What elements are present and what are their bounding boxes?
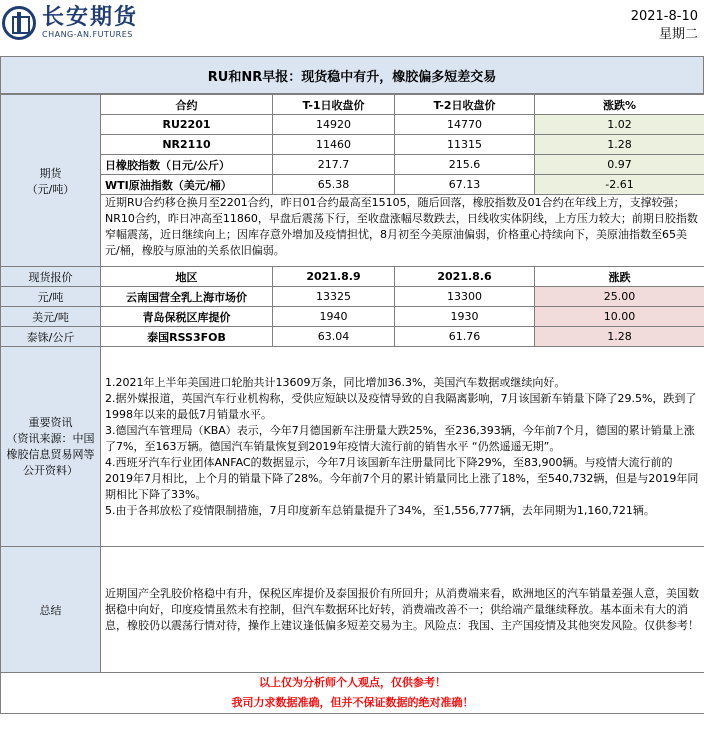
disclaimer [1,673,704,714]
header [0,0,704,52]
t1-price: 14920 [273,115,395,135]
date-text: 2021-8-10 [630,9,698,24]
contract-name: 日橡胶指数（日元/公斤） [101,155,273,175]
spot-change: 10.00 [535,307,704,327]
spot-col-change: 涨跌 [535,267,704,287]
t1-price: 217.7 [273,155,395,175]
futures-section-label [1,95,101,267]
disclaimer-line-1: 以上仅为分析师个人观点，仅供参考！ [259,676,446,689]
news-label-text: 重要资讯 [28,415,73,429]
t2-price: 215.6 [395,155,535,175]
spot-d1: 1940 [273,307,395,327]
news-section-label [1,347,101,547]
table-row [1,135,704,155]
spot-change: 1.28 [535,327,704,347]
contract-name: RU2201 [101,115,273,135]
table-row [1,287,704,307]
contract-name: WTI原油指数（美元/桶） [101,175,273,195]
spot-change: 25.00 [535,287,704,307]
futures-comment-row [1,195,704,267]
change-pct: -2.61 [535,175,704,195]
t1-price: 11460 [273,135,395,155]
spot-unit: 泰铢/公斤 [1,327,101,347]
summary-section-label: 总结 [1,547,101,673]
t2-price: 67.13 [395,175,535,195]
spot-unit: 美元/吨 [1,307,101,327]
news-source-text: （资讯来源：中国橡胶信息贸易网等公开资料） [6,431,95,477]
table-row [1,155,704,175]
news-item: 1.2021年上半年美国进口轮胎共计13609万条，同比增加36.3%，美国汽车数据或继续向好。 [105,375,566,389]
spot-d2: 61.76 [395,327,535,347]
spot-d2: 13300 [395,287,535,307]
logo-emblem-icon [2,6,36,40]
futures-comment: 近期RU合约移仓换月至2201合约，昨日01合约最高至15105，随后回落，橡胶指数及01合约在年线上方，支撑较强；NR10合约，昨日冲高至11860，早盘后震荡下行，至收盘涨幅尽数跌去，日线收实体阴线，上方压力较大；前期日胶指数窄幅震荡，近日继续向上；因库存意外增加及疫情担忧，8月初至今美原油偏弱，价格重心持续向下，美原油指数至65美元/桶，橡胶与原油的关系依旧偏弱。 [101,195,704,267]
spot-unit: 元/吨 [1,287,101,307]
logo-cn: 长安期货 [42,5,139,30]
table-row [1,175,704,195]
report-date [631,8,698,44]
spot-col-d1: 2021.8.9 [273,267,395,287]
report-table [0,94,704,714]
futures-col-t2: T-2日收盘价 [395,95,535,115]
spot-section-label: 现货报价 [1,267,101,287]
company-logo [2,6,138,40]
summary-row [1,547,704,673]
spot-d1: 13325 [273,287,395,307]
news-row [1,347,704,547]
futures-col-t1: T-1日收盘价 [273,95,395,115]
weekday-text: 星期二 [658,27,698,42]
spot-name: 云南国营全乳上海市场价 [101,287,273,307]
news-content [101,347,704,547]
logo-en: CHANG-AN.FUTURES [42,30,133,39]
change-pct: 1.28 [535,135,704,155]
futures-col-change: 涨跌% [535,95,704,115]
spot-col-d2: 2021.8.6 [395,267,535,287]
spot-header-row [1,267,704,287]
change-pct: 0.97 [535,155,704,175]
news-item: 5.由于各邦放松了疫情限制措施，7月印度新车总销量提升了34%，至1,556,777辆，去年同期为1,160,721辆。 [105,503,655,517]
summary-content: 近期国产全乳胶价格稳中有升，保税区库提价及泰国报价有所回升；从消费端来看，欧洲地区的汽车销量差强人意，美国数据稳中向好，印度疫情虽然未有控制，但汽车数据环比好转，消费端改善不一；供给端产量继续释放。基本面未有大的消息，橡胶仍以震荡行情对待，操作上建议逢低偏多短差交易为主。风险点：我国、主产国疫情及其他突发风险。仅供参考！ [101,547,704,673]
spot-col-region: 地区 [101,267,273,287]
news-item: 4.西班牙汽车行业团体ANFAC的数据显示，今年7月该国新车注册量同比下降29%，至83,900辆。与疫情大流行前的2019年7月相比，上个月的销量下降了28%。今年前7个月的累计销量同比上涨了18%，至540,732辆，但是与2019年同期相比下降了33%。 [105,455,699,501]
spot-name: 泰国RSS3FOB [101,327,273,347]
report-title: RU和NR早报：现货稳中有升，橡胶偏多短差交易 [0,56,704,94]
spot-name: 青岛保税区库提价 [101,307,273,327]
futures-label-text: 期货 [39,166,62,180]
logo-text [42,6,138,40]
change-pct: 1.02 [535,115,704,135]
futures-col-contract: 合约 [101,95,273,115]
table-row [1,115,704,135]
t2-price: 14770 [395,115,535,135]
news-item: 2.据外媒报道，英国汽车行业机构称，受供应短缺以及疫情导致的自我隔离影响，7月该国新车销量下降了29.5%，跌到了1998年以来的最低7月销量水平。 [105,391,697,421]
contract-name: NR2110 [101,135,273,155]
t1-price: 65.38 [273,175,395,195]
footer-row [1,673,704,714]
spot-d2: 1930 [395,307,535,327]
futures-header-row [1,95,704,115]
futures-unit-text: （元/吨） [26,182,75,196]
disclaimer-line-2: 我司力求数据准确，但并不保证数据的绝对准确！ [231,696,474,709]
table-row [1,307,704,327]
table-row [1,327,704,347]
news-item: 3.德国汽车管理局（KBA）表示，今年7月德国新车注册量大跌25%，至236,393辆，今年前7个月，德国的累计销量上涨了7%，至163万辆。德国汽车销量恢复到2019年疫情大流行前的销售水平 “仍然遥遥无期”。 [105,423,695,453]
t2-price: 11315 [395,135,535,155]
spot-d1: 63.04 [273,327,395,347]
